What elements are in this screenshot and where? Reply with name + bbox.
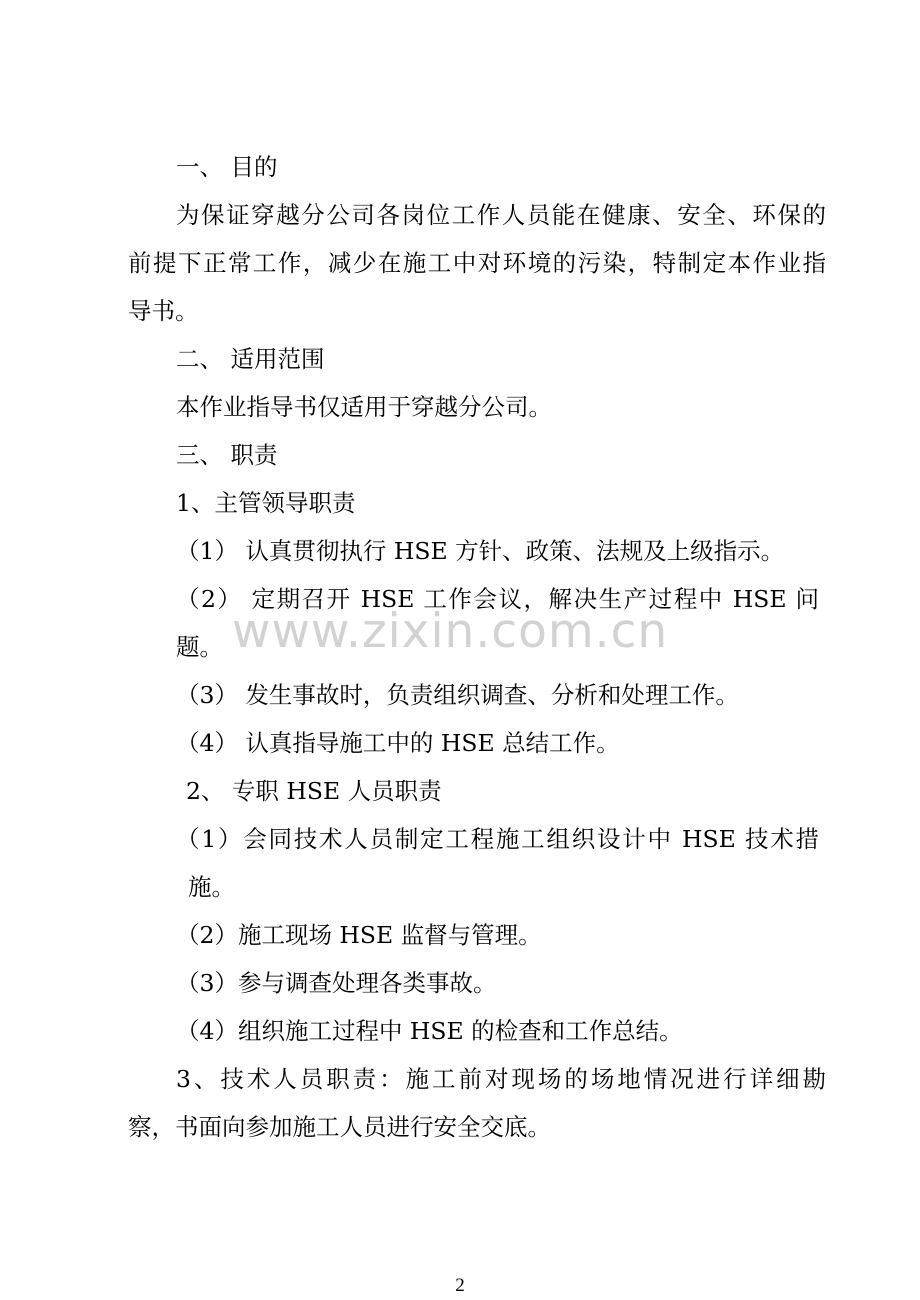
section-heading-scope: 二、 适用范围: [176, 345, 325, 373]
purpose-paragraph-line-1: 为保证穿越分公司各岗位工作人员能在健康、安全、环保的: [176, 201, 826, 229]
scope-paragraph: 本作业指导书仅适用于穿越分公司。: [176, 393, 552, 421]
purpose-paragraph-line-2: 前提下正常工作，减少在施工中对环境的污染，特制定本作业指: [128, 249, 826, 277]
duty-2-item-3: （3）参与调查处理各类事故。: [176, 969, 497, 997]
duty-1-item-4: （4） 认真指导施工中的 HSE 总结工作。: [176, 729, 620, 757]
duty-2-item-1-line-2: 施。: [188, 873, 235, 901]
watermark: www.zixin.com.cn: [232, 604, 669, 659]
duty-1-item-2-line-2: 题。: [176, 633, 223, 661]
duty-1-item-2-line-1: （2） 定期召开 HSE 工作会议，解决生产过程中 HSE 问: [176, 585, 819, 613]
duty-1-title: 1、主管领导职责: [176, 489, 356, 517]
duty-3-line-1: 3、技术人员职责：施工前对现场的场地情况进行详细勘: [176, 1065, 826, 1093]
duty-2-title: 2、 专职 HSE 人员职责: [186, 777, 442, 805]
duty-3-line-2: 察，书面向参加施工人员进行安全交底。: [128, 1113, 551, 1141]
duty-1-item-3: （3） 发生事故时，负责组织调查、分析和处理工作。: [176, 681, 739, 709]
duty-2-item-4: （4）组织施工过程中 HSE 的检查和工作总结。: [176, 1017, 683, 1045]
purpose-paragraph-line-3: 导书。: [128, 297, 199, 325]
section-heading-duties: 三、 职责: [176, 441, 278, 469]
page-number: 2: [455, 1275, 465, 1296]
duty-1-item-1: （1） 认真贯彻执行 HSE 方针、政策、法规及上级指示。: [176, 537, 785, 565]
duty-2-item-2: （2）施工现场 HSE 监督与管理。: [176, 921, 542, 949]
duty-2-item-1-line-1: （1）会同技术人员制定工程施工组织设计中 HSE 技术措: [176, 825, 819, 853]
section-heading-purpose: 一、 目的: [176, 153, 278, 181]
